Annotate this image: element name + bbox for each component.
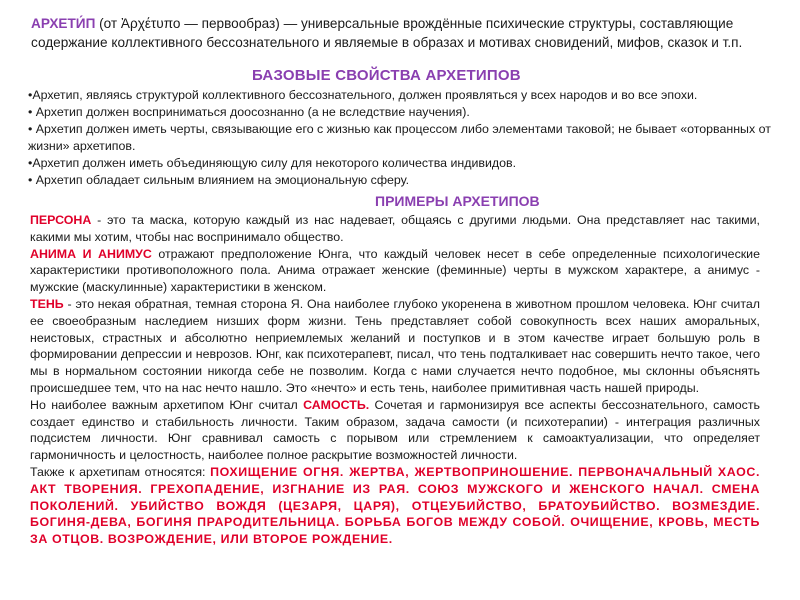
list-item: •Архетип, являясь структурой коллективного бессознательного, должен проявляться у всех народов и во все эпохи. [28,88,698,102]
list-item: • Архетип обладает сильным влиянием на эмоциональную сферу. [28,173,410,187]
self-paragraph [30,397,760,464]
self-term: САМОСТЬ. [303,397,370,412]
list-item: • Архетип должен иметь черты, связывающие его с жизнью как процессом либо элементами таковой; не бывает «оторванных от жизни» архетипов. [28,122,771,153]
persona-term: ПЕРСОНА [30,213,92,227]
also-paragraph [30,464,760,548]
persona-text: - это та маска, которую каждый из нас надевает, общаясь с другими людьми. Она представляет нас такими, какими мы хотим, чтобы нас воспринимало общество. [30,213,760,244]
properties-list [28,87,778,189]
intro-term: АРХЕТИ́П [31,16,96,31]
anima-term: АНИМА И АНИМУС [30,246,152,261]
shadow-text: - это некая обратная, темная сторона Я. Она наиболее глубоко укоренена в животном прошлом человека. Юнг считал ее своеобразным наследием низших форм жизни. Тень представляет собой совокупность всех наших аморальных, неистовых, страстных и абсолютно неприемлемых желаний и поступков и в этом качестве играет большую роль в формировании депрессии и неврозов. Юнг, как психотерапевт, писал, что тень подталкивает нас совершить нечто такое, чего мы в нормальном состоянии никогда себе не позволим. Когда с нами случается нечто подобное, мы склонны объяснять происшедшее тем, что на нас нечто нашло. Это «нечто» и есть тень, наиболее примитивная часть нашей природы. [30,296,760,395]
list-item: • Архетип должен восприниматься доосознанно (а не вследствие научения). [28,105,470,119]
also-lead: Также к архетипам относятся: [30,464,211,479]
persona-paragraph [30,212,760,246]
self-after: Сочетая и гармонизируя все аспекты бессознательного, самость создает единство и стабильность личности. Таким образом, задача самости (и психотерапии) - интеграция различных подсистем личности. Юнг сравнивал самость с порывом или стремлением к самоактуализации, что определяет гармоничность и целостность, наиболее полное раскрытие возможностей личности. [30,397,760,463]
shadow-term: ТЕНЬ [30,296,64,311]
heading-examples: ПРИМЕРЫ АРХЕТИПОВ [375,193,540,209]
shadow-paragraph [30,296,760,397]
also-list: ПОХИЩЕНИЕ ОГНЯ. ЖЕРТВА, ЖЕРТВОПРИНОШЕНИЕ. ПЕРВОНАЧАЛЬНЫЙ ХАОС. АКТ ТВОРЕНИЯ. ГРЕХОПАДЕНИЕ, ИЗГНАНИЕ ИЗ РАЯ. СОЮЗ МУЖСКОГО И ЖЕНСКОГО НАЧАЛ. СМЕНА ПОКОЛЕНИЙ. УБИЙСТВО ВОЖДЯ (ЦЕЗАРЯ, ЦАРЯ), ОТЦЕУБИЙСТВО, БРАТОУБИЙСТВО. ВОЗМЕЗДИЕ. БОГИНЯ-ДЕВА, БОГИНЯ ПРАРОДИТЕЛЬНИЦА. БОРЬБА БОГОВ МЕЖДУ СОБОЙ. ОЧИЩЕНИЕ, КРОВЬ, МЕСТЬ ЗА ОТЦОВ. ВОЗРОЖДЕНИЕ, ИЛИ ВТОРОЕ РОЖДЕНИЕ. [30,464,760,547]
intro-paragraph [31,14,776,52]
intro-definition: (от Ἀρχέτυπο — первообраз) — универсальные врождённые психические структуры, составляющие содержание коллективного бессознательного и являемые в образах и мотивах сновидений, мифов, сказок и т.п. [31,16,743,50]
anima-text: отражают предположение Юнга, что каждый человек несет в себе определенные психологические характеристики противоположного пола. Анима отражает женские (феминные) черты в мужском характере, а анимус - мужские (маскулинные) характеристики в женском. [30,246,760,295]
bottom-fade [0,588,800,600]
self-before: Но наиболее важным архетипом Юнг считал [30,397,304,412]
heading-base-properties: БАЗОВЫЕ СВОЙСТВА АРХЕТИПОВ [252,67,521,84]
examples-body [30,212,760,548]
list-item: •Архетип должен иметь объединяющую силу для некоторого количества индивидов. [28,156,517,170]
anima-paragraph [30,246,760,296]
